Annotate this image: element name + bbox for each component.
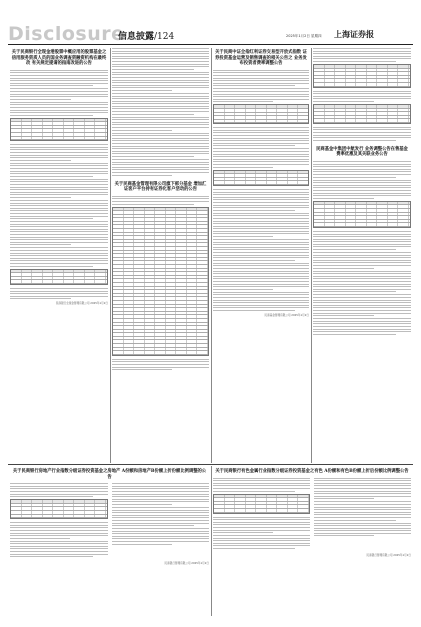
newspaper-logo: 上海证券报 — [334, 29, 374, 39]
article-bottom-right — [213, 467, 411, 617]
data-table — [213, 494, 310, 514]
article-title: 关于民商中证全指红利证券交易型开放式指数 证券投资基金运营及销售调查的相关公告之 业务发布投资者费率调整公告 — [215, 50, 307, 67]
section-title — [118, 29, 174, 42]
data-table — [313, 64, 411, 88]
page-number: /124 — [154, 32, 175, 42]
data-table — [313, 104, 411, 124]
page-header — [8, 23, 413, 45]
article-body — [213, 70, 309, 317]
data-table — [10, 499, 108, 519]
masthead-disclosure: Disclosure — [8, 23, 125, 45]
article-column-3 — [213, 48, 309, 462]
article-column-2 — [112, 48, 209, 462]
article-column-4 — [313, 48, 411, 462]
signoff: 民商银行管理有限公司 2025年1月2日 — [164, 562, 209, 566]
article-title: 关于民商银行全现金港股票中概应用的股票基金之 信用服务资质人员的国业务调查资融资机构在最终改 有关规定提请的指南改进的公告 — [11, 50, 107, 67]
data-table — [313, 201, 411, 228]
article-body — [313, 48, 411, 141]
column-divider — [110, 48, 111, 463]
article-title: 关于民商银行房地产行业指数分级证券投资基金之房地产 A份额和房地产B份额上折份额比例调整的公告 — [12, 469, 207, 480]
data-table — [213, 170, 309, 186]
column-divider — [311, 48, 312, 463]
article-title: 民商基金中集团中航发行 业务调整公告在售基金费率优惠及其关联业务公告 — [316, 146, 408, 158]
signoff: 民商银行全现金管理有限公司 2025年1月2日 — [55, 302, 108, 306]
article-bottom-left — [10, 467, 209, 617]
article-body — [112, 48, 209, 176]
article-title: 关于民商基金管理有限公司旗下部分基金 增加汇证客户平台持有证券化客户活动的公告 — [114, 181, 207, 193]
article-body — [213, 478, 310, 551]
article-body — [10, 483, 108, 559]
article-body — [10, 70, 108, 306]
data-table — [10, 118, 108, 142]
section-name: 信息披露 — [118, 32, 155, 42]
article-body — [112, 483, 210, 559]
column-divider — [211, 466, 212, 616]
article-body — [112, 196, 209, 371]
column-divider — [211, 48, 212, 463]
article-body — [313, 161, 411, 335]
data-table — [10, 269, 108, 285]
signoff: 民商银行管理有限公司 2025年1月2日 — [366, 554, 411, 558]
article-title: 关于民商银行有色金属行业指数分级证券投资基金之有色 A份额和有色B份额上折后份额比例调整公告 — [215, 469, 409, 474]
dateline: 2025年1月2日 星期四 — [286, 34, 322, 38]
article-body — [314, 478, 411, 551]
article-column-1 — [10, 48, 108, 462]
data-table — [213, 104, 309, 124]
fund-list-table — [112, 207, 209, 356]
section-divider — [8, 464, 413, 465]
signoff: 民商基金管理有限公司 2025年1月2日 — [264, 313, 309, 317]
